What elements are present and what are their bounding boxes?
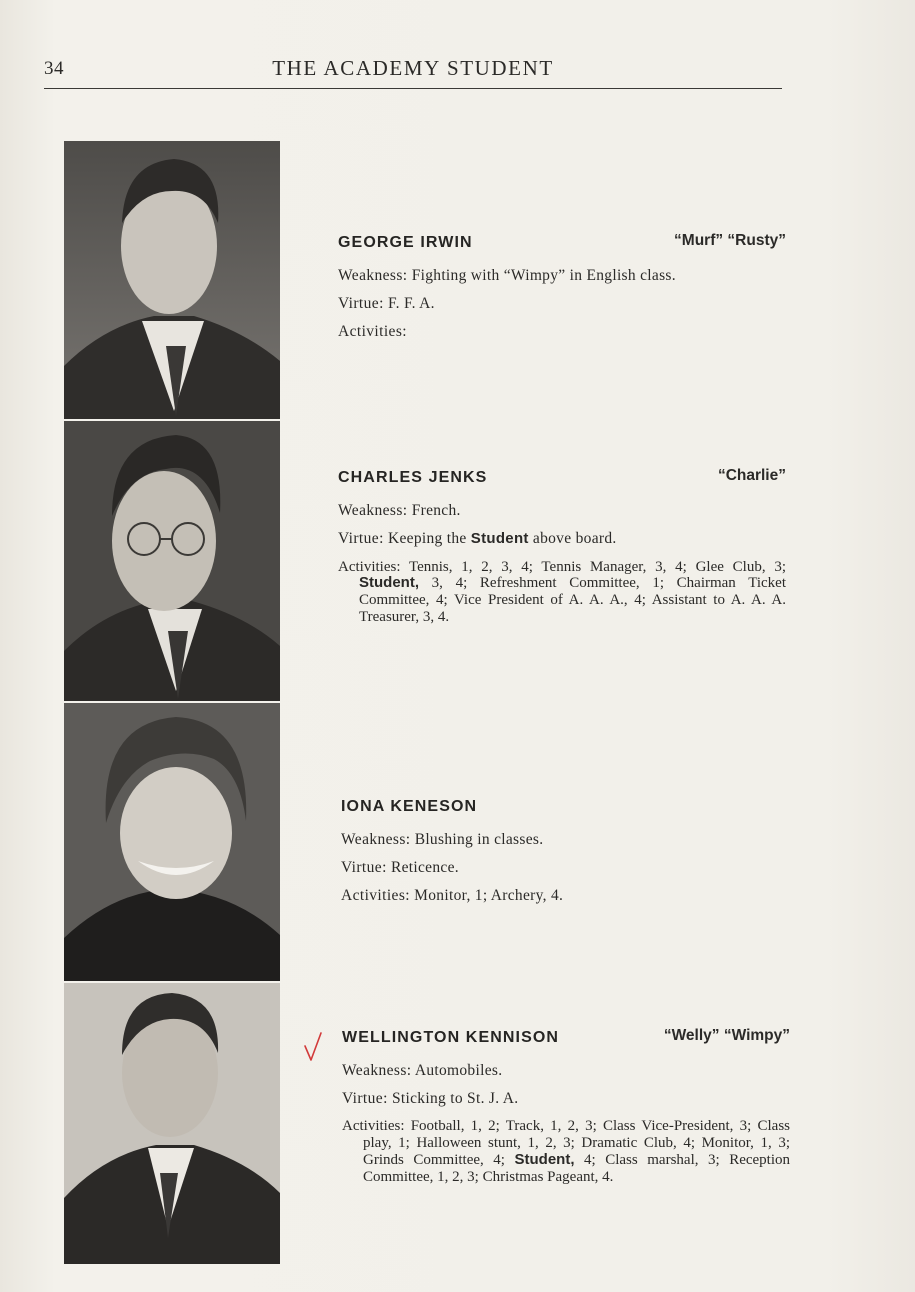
weakness-label: Weakness:	[338, 502, 408, 519]
activities-label: Activities:	[338, 323, 407, 341]
activities-text: Monitor, 1; Archery, 4.	[414, 887, 564, 905]
student-entry-iona-keneson	[341, 798, 789, 904]
virtue-text: Reticence.	[390, 859, 459, 877]
virtue-text-end: above board.	[532, 530, 617, 548]
activities-label: Activities:	[341, 887, 410, 905]
page-header	[44, 52, 782, 89]
weakness-text: Blushing in classes.	[414, 831, 544, 848]
virtue-line	[341, 859, 789, 876]
virtue-text-emphasis: Student	[470, 530, 529, 548]
student-name: GEORGE IRWIN	[338, 234, 473, 251]
student-nicknames: “Murf” “Rusty”	[674, 232, 786, 249]
virtue-line	[338, 530, 786, 548]
activities-label: Activities:	[338, 558, 401, 575]
virtue-label: Virtue:	[338, 530, 384, 548]
student-name: IONA KENESON	[341, 798, 478, 815]
weakness-label: Weakness:	[342, 1062, 412, 1079]
activities-label: Activities:	[342, 1118, 405, 1135]
virtue-label: Virtue:	[342, 1090, 388, 1108]
student-nicknames: “Welly” “Wimpy”	[663, 1027, 790, 1044]
activities-line	[338, 559, 786, 627]
activities-text-end: 4; Class marshal, 3; Reception Committee, 1, 2, 3; Christmas Pageant, 4.	[363, 1151, 791, 1185]
student-nicknames: “Charlie”	[717, 467, 786, 484]
activities-line	[341, 887, 789, 904]
weakness-text: Automobiles.	[414, 1062, 503, 1079]
virtue-text-start: Keeping the	[387, 530, 467, 548]
student-name: WELLINGTON KENNISON	[342, 1029, 560, 1046]
virtue-label: Virtue:	[341, 859, 387, 877]
weakness-line	[338, 502, 786, 519]
weakness-label: Weakness:	[338, 267, 408, 284]
student-entry-wellington-kennison	[342, 1029, 790, 1186]
weakness-line	[341, 831, 789, 848]
page-number: 34	[44, 58, 64, 79]
activities-text-end: 3, 4; Refreshment Committee, 1; Chairman Ticket Committee, 4; Vice President of A. A. A., 4; Assistant to A. A. A. Treasurer, 3, 4.	[359, 575, 786, 626]
running-title: THE ACADEMY STUDENT	[272, 56, 554, 80]
portrait-photo-george-irwin	[64, 141, 280, 419]
virtue-text: F. F. A.	[387, 295, 435, 313]
portrait-photo-wellington-kennison	[64, 983, 280, 1264]
virtue-label: Virtue:	[338, 295, 384, 313]
activities-text-emphasis: Student,	[359, 574, 419, 592]
activities-text-start: Football, 1, 2; Track, 1, 2, 3; Class Vice-President, 3; Class play, 1; Halloween stunt, 1, 2, 3; Dramatic Club, 4; Monitor, 1, 3; Grinds Committee, 4;	[363, 1118, 791, 1168]
weakness-label: Weakness:	[341, 831, 411, 848]
check-mark-icon	[302, 1030, 324, 1064]
virtue-text: Sticking to St. J. A.	[391, 1090, 519, 1108]
portrait-photo-charles-jenks	[64, 421, 280, 701]
activities-line	[338, 323, 786, 340]
virtue-line	[338, 295, 786, 312]
student-name: CHARLES JENKS	[338, 469, 488, 486]
weakness-line	[342, 1062, 790, 1079]
student-entry-george-irwin	[338, 234, 786, 340]
activities-text-emphasis: Student,	[514, 1150, 575, 1168]
weakness-text: Fighting with “Wimpy” in English class.	[411, 267, 676, 284]
virtue-line	[342, 1090, 790, 1107]
weakness-text: French.	[411, 502, 461, 519]
student-entry-charles-jenks	[338, 469, 786, 626]
activities-line	[342, 1118, 790, 1186]
weakness-line	[338, 267, 786, 284]
activities-text-start: Tennis, 1, 2, 3, 4; Tennis Manager, 3, 4; Glee Club, 3;	[408, 558, 786, 575]
portrait-photo-iona-keneson	[64, 703, 280, 981]
